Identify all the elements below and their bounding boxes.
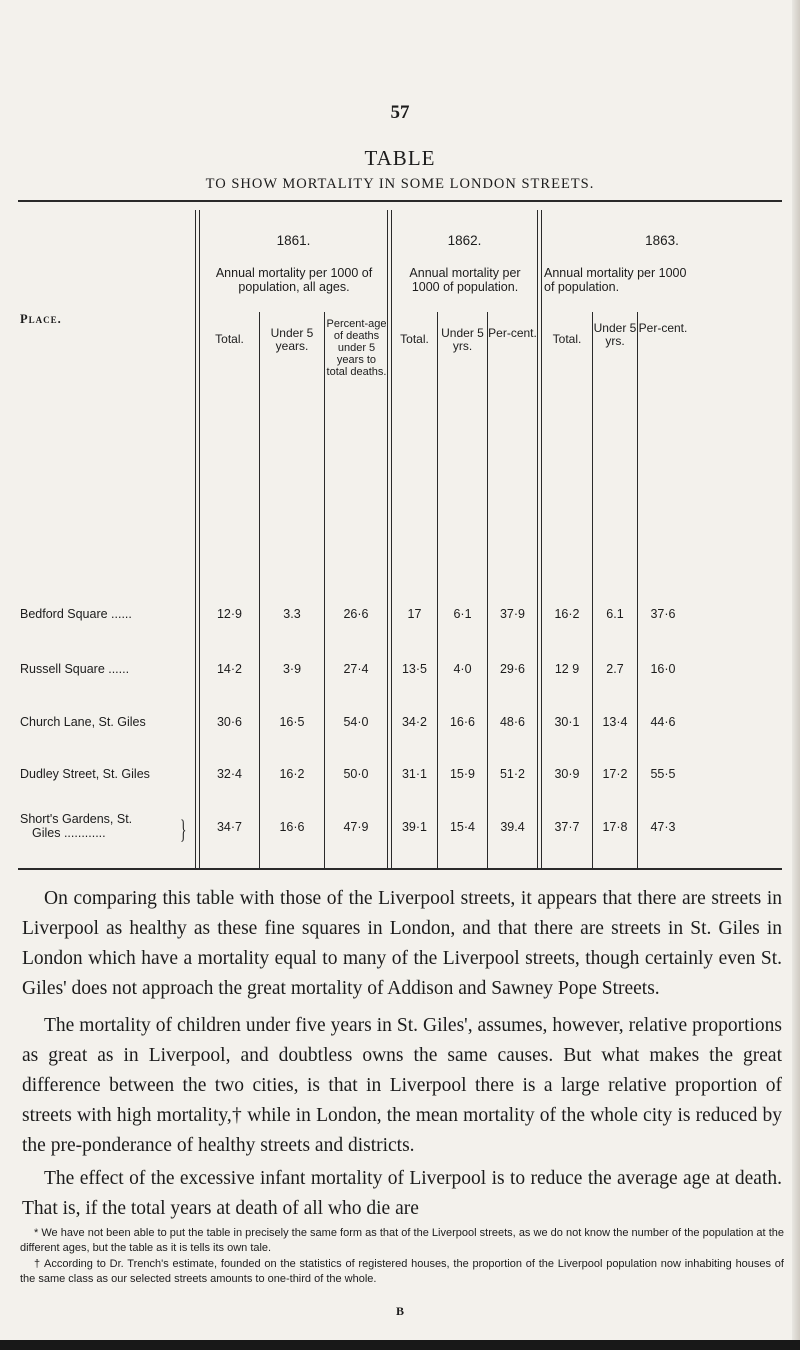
table-cell: 30·9 — [554, 767, 580, 781]
group-rule — [537, 210, 538, 868]
table-cell: 13·4 — [602, 715, 628, 729]
row-place: Dudley Street, St. Giles — [20, 767, 150, 781]
paragraph-2 — [22, 1011, 782, 1161]
table-bottom-rule — [18, 868, 782, 870]
table-cell: 16·2 — [279, 767, 305, 781]
table-cell: 14·2 — [216, 662, 243, 676]
table-cell: 26·6 — [343, 607, 369, 621]
group-rule — [195, 210, 196, 868]
place-header: Place. — [20, 312, 62, 326]
row-place: Bedford Square ...... — [20, 607, 132, 621]
table-cell: 16·6 — [279, 820, 305, 834]
table-cell: 37·7 — [554, 820, 580, 834]
table-cell: 51·2 — [499, 767, 526, 781]
group-rule — [387, 210, 388, 868]
col-total-1862: Total. — [400, 332, 429, 346]
col-under5-1863: Under 5 yrs. — [593, 321, 637, 348]
table-cell: 37·6 — [650, 607, 676, 621]
col-total-1861: Total. — [215, 332, 244, 346]
table-cell: 27·4 — [343, 662, 369, 676]
table-cell: 48·6 — [499, 715, 526, 729]
table-cell: 16·2 — [554, 607, 580, 621]
table-cell: 31·1 — [401, 767, 428, 781]
column-rule — [324, 312, 325, 868]
table-cell: 17·2 — [602, 767, 628, 781]
table-cell: 29·6 — [499, 662, 526, 676]
table-cell: 3.3 — [283, 607, 301, 621]
paragraph-3 — [22, 1164, 782, 1224]
table-cell: 55·5 — [650, 767, 676, 781]
table-cell: 6.1 — [606, 607, 624, 621]
table-title: TABLE — [364, 146, 436, 170]
caption-1863: Annual mortality per 1000 of population. — [544, 266, 687, 294]
page-bottom-border — [0, 1340, 800, 1350]
column-rule — [637, 312, 638, 868]
paragraph-1 — [22, 884, 782, 1004]
column-rule — [259, 312, 260, 868]
table-cell: 13·5 — [401, 662, 428, 676]
table-cell: 50·0 — [343, 767, 369, 781]
caption-1861: Annual mortality per 1000 of population, all ages. — [215, 266, 373, 294]
table-cell: 2.7 — [606, 662, 624, 676]
table-cell: 3·9 — [282, 662, 302, 676]
table-cell: 39.4 — [500, 820, 525, 834]
row-place-continued: Giles ............ — [32, 826, 106, 840]
table-cell: 47·3 — [650, 820, 676, 834]
table-cell: 17 — [407, 607, 422, 621]
table-cell: 34·7 — [216, 820, 243, 834]
footnote-1: * We have not been able to put the table in precisely the same form as that of the Liverpool streets, as we do not know the number of the population at the different ages, but the table as it is tells its own tale. — [20, 1227, 784, 1254]
page-number: 57 — [390, 102, 410, 123]
signature-mark: B — [395, 1304, 404, 1318]
table-cell: 4·0 — [453, 662, 472, 676]
table-cell: 32·4 — [216, 767, 243, 781]
row-place: Russell Square ...... — [20, 662, 130, 676]
row-place: Church Lane, St. Giles — [20, 715, 146, 729]
brace-glyph: } — [180, 815, 187, 844]
table-cell: 16·0 — [650, 662, 676, 676]
col-percent-1862: Per-cent. — [488, 326, 537, 340]
table-cell: 15·9 — [449, 767, 476, 781]
table-top-rule — [18, 200, 782, 202]
paragraph-text: On comparing this table with those of the Liverpool streets, it appears that there are streets in Liverpool as healthy as these fine squares in London, and that there are streets in St. Giles in London which have a mortality equal to many of the Liverpool streets, though certainly even St. Giles' does not approach the great mortality of Addison and Sawney Pope Streets. — [22, 888, 782, 999]
footnotes — [20, 1226, 784, 1288]
paragraph-text: The effect of the excessive infant mortality of Liverpool is to reduce the average age at death. That is, if the total years at death of all who die are — [22, 1168, 782, 1219]
table-cell: 44·6 — [650, 715, 676, 729]
table-cell: 12·9 — [216, 607, 243, 621]
year-1861: 1861. — [276, 233, 311, 248]
table-cell: 47·9 — [343, 820, 369, 834]
table-cell: 6·1 — [453, 607, 472, 621]
column-rule — [437, 312, 438, 868]
col-total-1863: Total. — [552, 332, 582, 346]
table-cell: 39·1 — [401, 820, 428, 834]
footnote-2: † According to Dr. Trench's estimate, founded on the statistics of registered houses, the proportion of the Liverpool population now inhabiting houses of the same class as our selected streets amounts to one-third of the whole. — [20, 1258, 784, 1285]
row-place: Short's Gardens, St. — [20, 812, 133, 826]
col-under5-1861: Under 5 years. — [270, 326, 314, 353]
col-percent-1861: Percent-age of deaths under 5 years to total deaths. — [326, 318, 387, 378]
table-cell: 34·2 — [401, 715, 428, 729]
year-1863: 1863. — [645, 233, 679, 248]
column-rule — [487, 312, 488, 868]
col-under5-1862: Under 5 yrs. — [441, 326, 484, 353]
year-1862: 1862. — [447, 233, 482, 248]
page-edge-shadow — [792, 0, 800, 1350]
table-cell: 17·8 — [602, 820, 628, 834]
table-cell: 16·6 — [449, 715, 476, 729]
table-cell: 54·0 — [343, 715, 369, 729]
table-cell: 30·1 — [554, 715, 580, 729]
table-cell: 12 9 — [554, 662, 580, 676]
caption-1862: Annual mortality per 1000 of population. — [409, 266, 521, 294]
column-rule — [592, 312, 593, 868]
paragraph-text: The mortality of children under five years in St. Giles', assumes, however, relative proportions as great as in Liverpool, and doubtless owns the same causes. But what makes the great difference between the two cities, is that in Liverpool there is a large relative proportion of streets with high mortality,† while in London, the mean mortality of the whole city is reduced by the pre-ponderance of healthy streets and districts. — [22, 1015, 782, 1156]
table-cell: 37·9 — [499, 607, 526, 621]
table-subtitle: TO SHOW MORTALITY IN SOME LONDON STREETS. — [205, 176, 595, 192]
table-cell: 30·6 — [216, 715, 243, 729]
table-cell: 16·5 — [279, 715, 305, 729]
col-percent-1863: Per-cent. — [638, 321, 688, 335]
table-cell: 15·4 — [449, 820, 476, 834]
